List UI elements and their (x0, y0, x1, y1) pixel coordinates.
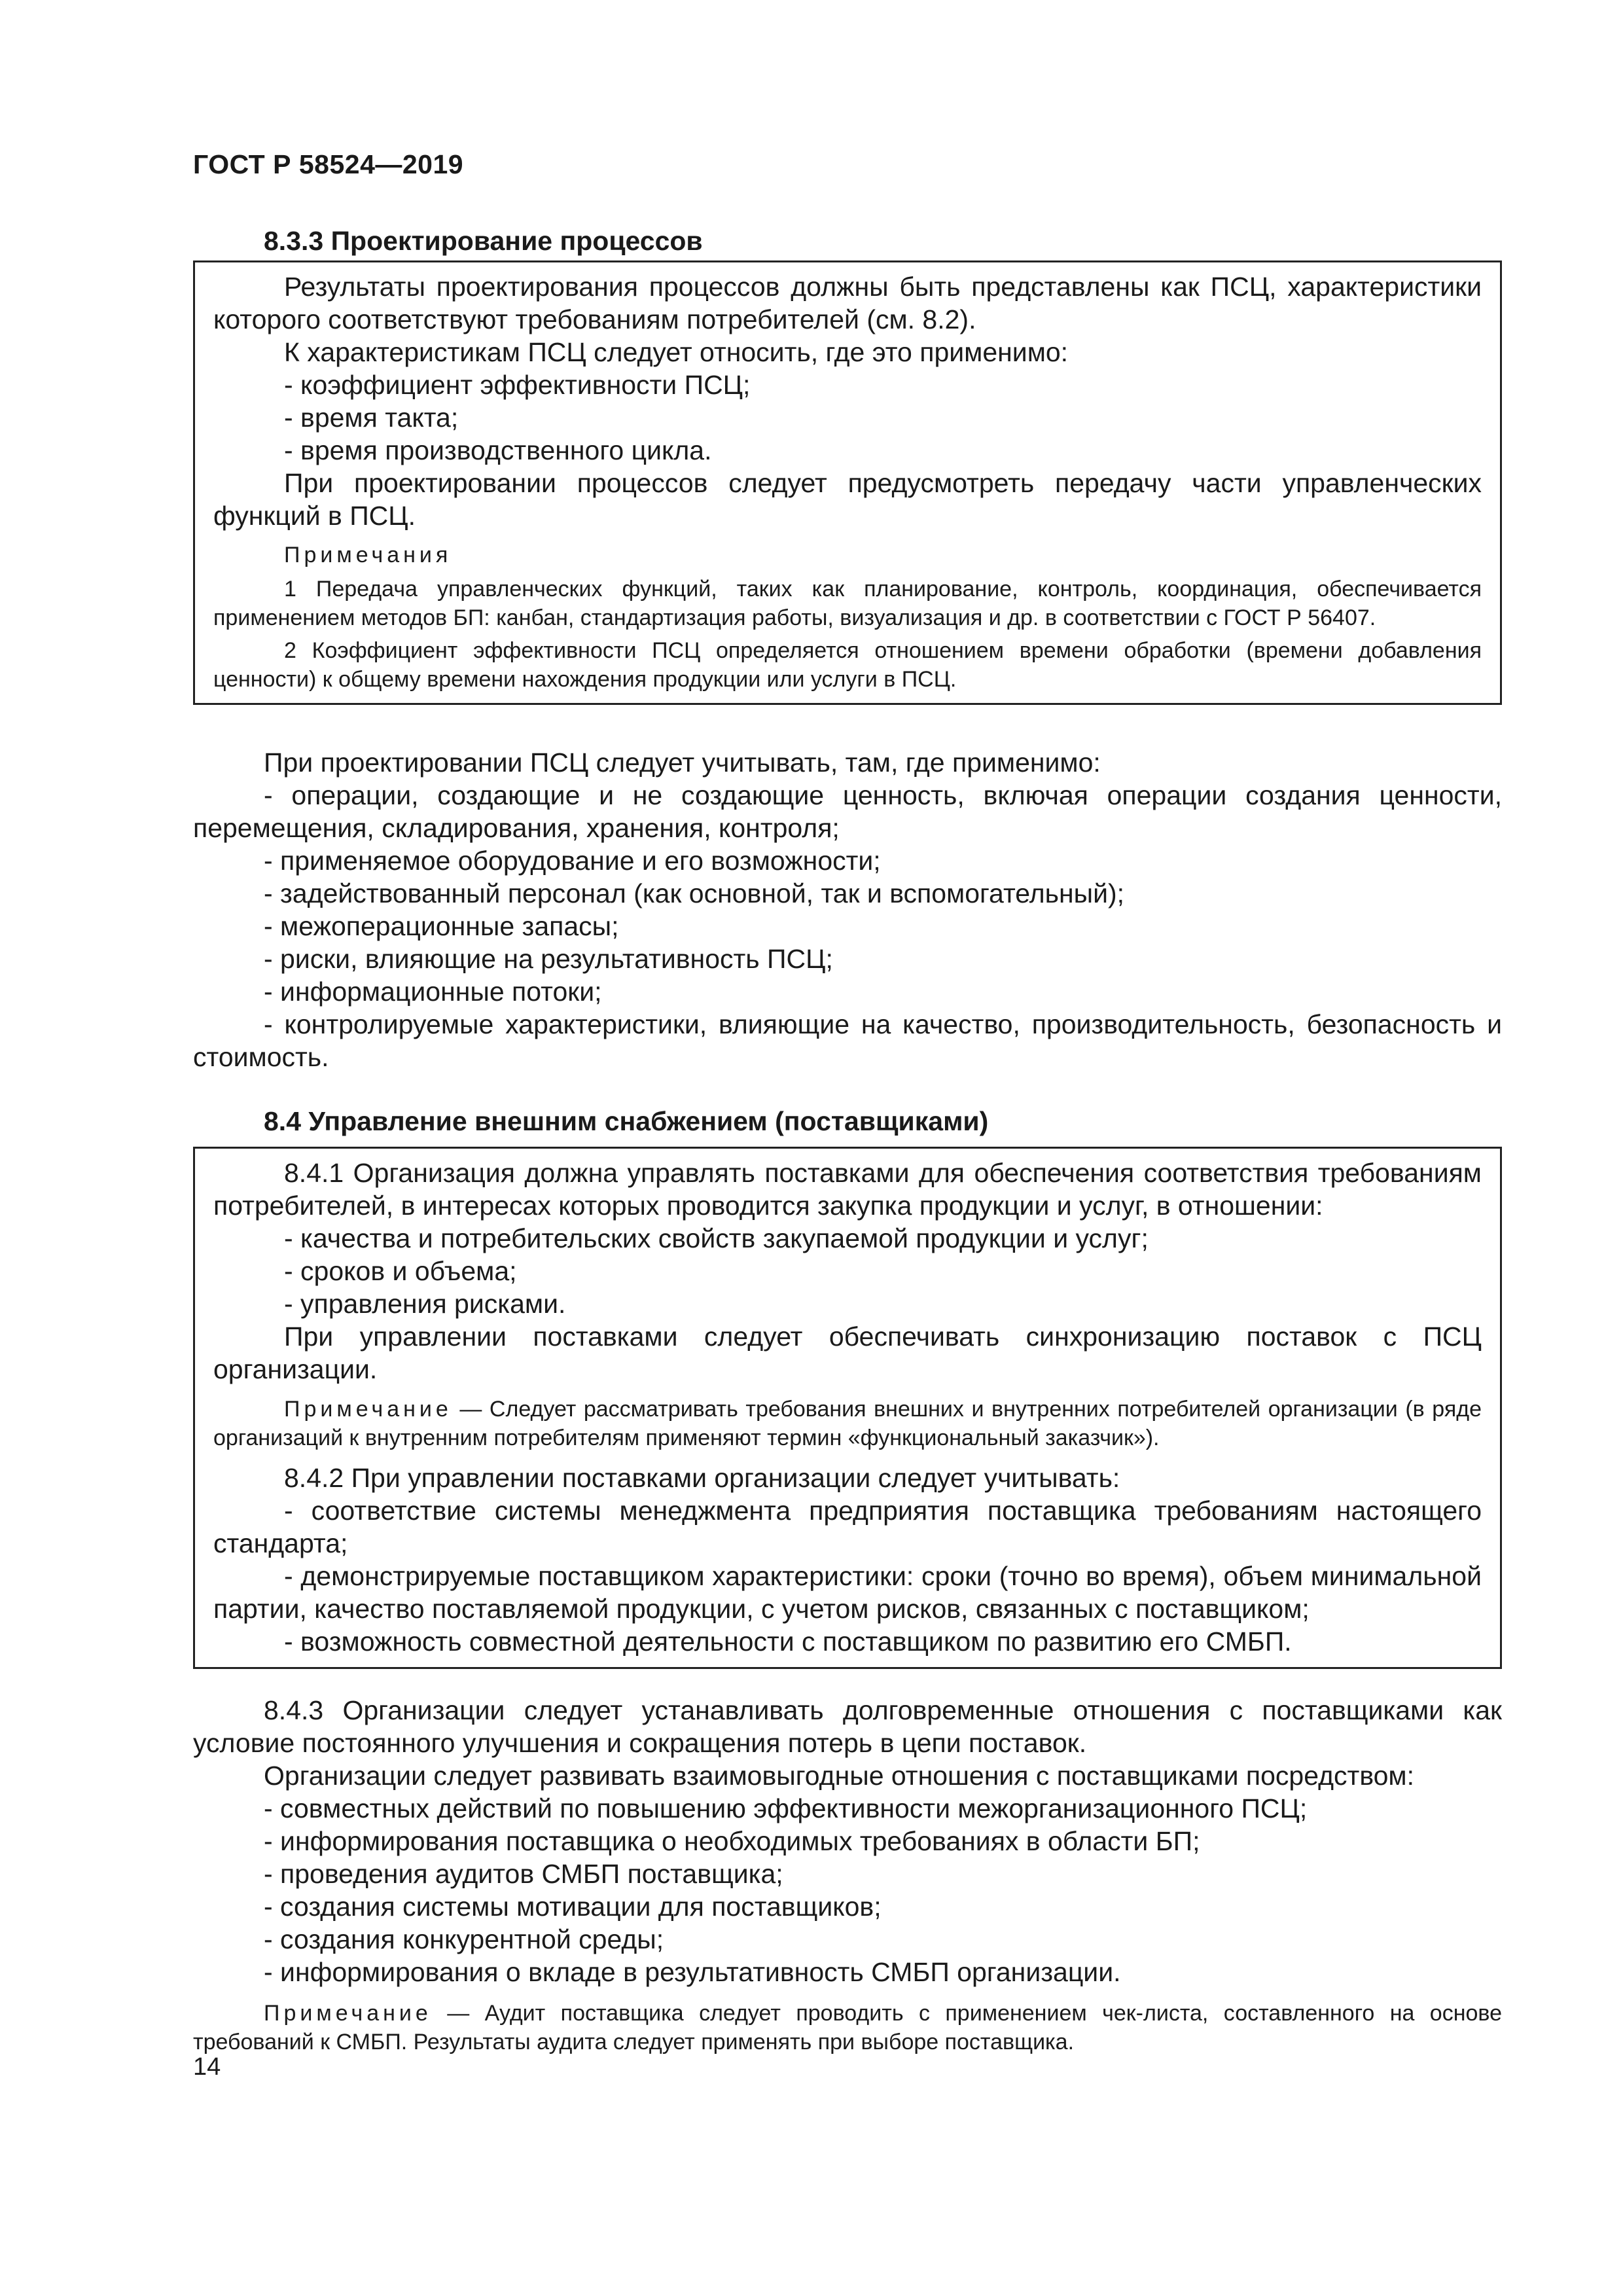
paragraph: При проектировании процессов следует предусмотреть передачу части управленческих функций в ПСЦ. (213, 468, 1482, 531)
list-item: - время такта; (284, 403, 459, 433)
note: 1 Передача управленческих функций, таких как планирование, контроль, координация, обеспечивается применением методов БП: канбан, стандартизация работы, визуализация и др. в соответствии с ГОСТ Р 56407. (213, 577, 1482, 630)
document-header: ГОСТ Р 58524—2019 (193, 149, 464, 179)
note-text: — Следует рассматривать требования внешних и внутренних потребителей организации (в ряде организаций к внутренним потребителям применяют термин «функциональный заказчик»). (213, 1397, 1482, 1450)
note (213, 1395, 1482, 1452)
note (193, 1999, 1502, 2056)
notes-title: Примечания (284, 543, 452, 567)
list-item: - коэффициент эффективности ПСЦ; (284, 370, 751, 400)
page-number: 14 (193, 2053, 221, 2081)
section-8-4-3 (193, 1694, 1502, 2056)
requirement-box-8-3-3 (193, 260, 1502, 705)
list-item: - качества и потребительских свойств закупаемой продукции и услуг; (284, 1223, 1149, 1253)
paragraph: При управлении поставками следует обеспечивать синхронизацию поставок с ПСЦ организации. (213, 1321, 1482, 1384)
list-item: - создания конкурентной среды; (264, 1924, 664, 1954)
note: 2 Коэффициент эффективности ПСЦ определяется отношением времени обработки (времени добавления ценности) к общему времени нахождения продукции или услуги в ПСЦ. (213, 638, 1482, 692)
list-item: - сроков и объема; (284, 1256, 517, 1286)
list-item: - проведения аудитов СМБП поставщика; (264, 1859, 783, 1889)
list-item: - совместных действий по повышению эффективности межорганизационного ПСЦ; (264, 1793, 1308, 1823)
note-label: Примечание (284, 1397, 452, 1422)
paragraph: 8.4.3 Организации следует устанавливать долговременные отношения с поставщиками как условие постоянного улучшения и сокращения потерь в цепи поставок. (193, 1695, 1502, 1758)
section-heading-8-4: 8.4 Управление внешним снабжением (поставщиками) (264, 1106, 989, 1136)
list-item: - информационные потоки; (264, 977, 602, 1007)
list-item: - возможность совместной деятельности с поставщиком по развитию его СМБП. (284, 1626, 1292, 1657)
list-item: - информирования поставщика о необходимых требованиях в области БП; (264, 1826, 1200, 1856)
paragraph: К характеристикам ПСЦ следует относить, где это применимо: (284, 337, 1069, 367)
vsd-considerations (193, 746, 1502, 1073)
paragraph: 8.4.1 Организация должна управлять поставками для обеспечения соответствия требованиям потребителей, в интересах которых проводится закупка продукции и услуг, в отношении: (213, 1158, 1482, 1221)
paragraph: 8.4.2 При управлении поставками организации следует учитывать: (284, 1463, 1120, 1493)
note-text: — Аудит поставщика следует проводить с применением чек-листа, составленного на основе требований к СМБП. Результаты аудита следует применять при выборе поставщика. (193, 2001, 1502, 2054)
list-item: - управления рисками. (284, 1289, 566, 1319)
list-item: - соответствие системы менеджмента предприятия поставщика требованиям настоящего стандарта; (213, 1496, 1482, 1558)
list-item: - межоперационные запасы; (264, 911, 619, 941)
section-heading-8-3-3: 8.3.3 Проектирование процессов (264, 226, 703, 256)
list-item: - контролируемые характеристики, влияющие на качество, производительность, безопасность и стоимость. (193, 1009, 1502, 1072)
list-item: - задействованный персонал (как основной, так и вспомогательный); (264, 878, 1125, 908)
paragraph: Результаты проектирования процессов должны быть представлены как ПСЦ, характеристики которого соответствуют требованиям потребителей (см. 8.2). (213, 272, 1482, 334)
list-item: - информирования о вкладе в результативность СМБП организации. (264, 1957, 1121, 1987)
list-item: - операции, создающие и не создающие ценность, включая операции создания ценности, перемещения, складирования, хранения, контроля; (193, 780, 1502, 843)
list-item: - риски, влияющие на результативность ПСЦ; (264, 944, 833, 974)
list-item: - применяемое оборудование и его возможности; (264, 846, 881, 876)
requirement-box-8-4 (193, 1147, 1502, 1669)
paragraph: При проектировании ПСЦ следует учитывать, там, где применимо: (264, 747, 1101, 778)
list-item: - создания системы мотивации для поставщиков; (264, 1892, 882, 1922)
note-label: Примечание (264, 2001, 432, 2026)
list-item: - время производственного цикла. (284, 435, 712, 465)
paragraph: Организации следует развивать взаимовыгодные отношения с поставщиками посредством: (264, 1761, 1415, 1791)
list-item: - демонстрируемые поставщиком характеристики: сроки (точно во время), объем минимальной партии, качество поставляемой продукции, с учетом рисков, связанных с поставщиком; (213, 1561, 1482, 1624)
